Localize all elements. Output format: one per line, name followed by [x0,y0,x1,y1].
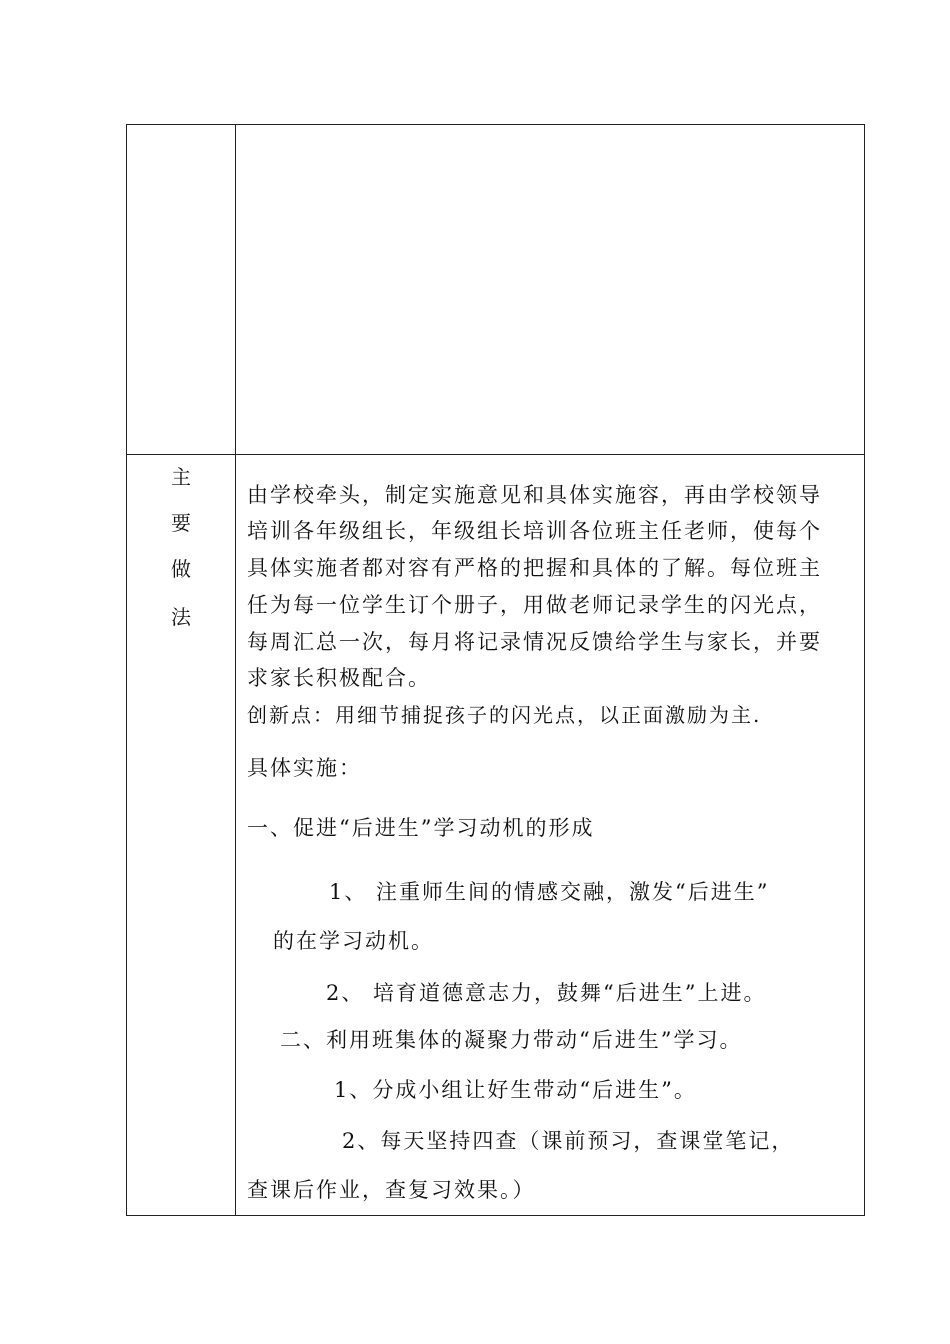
list-item-continuation: 的在学习动机。 [273,929,434,953]
label-char: 做 [171,557,191,581]
list-item: 1、 注重师生间的情感交融，激发“后进生” [329,880,770,904]
list-item: 2、每天坚持四查（课前预习，查课堂笔记， [342,1129,795,1153]
section-heading: 二、利用班集体的凝聚力带动“后进生”学习。 [280,1028,743,1052]
paragraph-line: 任为每一位学生订个册子，用做老师记录学生的闪光点， [247,593,822,617]
paragraph-line: 求家长积极配合。 [247,666,431,690]
innovation-point: 创新点：用细节捕捉孩子的闪光点，以正面激励为主. [247,703,762,727]
label-char: 要 [171,511,191,535]
list-item: 2、 培育道德意志力，鼓舞“后进生”上进。 [326,981,767,1005]
paragraph-line: 具体实施者都对容有严格的把握和具体的了解。每位班主 [247,556,822,580]
label-char: 主 [171,465,191,489]
implementation-heading: 具体实施： [247,756,362,780]
section-heading: 一、促进“后进生”学习动机的形成 [247,816,595,840]
paragraph-line: 由学校牵头，制定实施意见和具体实施容，再由学校领导 [247,483,822,507]
list-item-continuation: 查课后作业，查复习效果。） [247,1178,536,1202]
paragraph-line: 每周汇总一次，每月将记录情况反馈给学生与家长，并要 [247,630,822,654]
list-item: 1、分成小组让好生带动“后进生”。 [334,1078,697,1102]
paragraph-line: 培训各年级组长，年级组长培训各位班主任老师，使每个 [247,519,822,543]
label-char: 法 [171,605,191,629]
